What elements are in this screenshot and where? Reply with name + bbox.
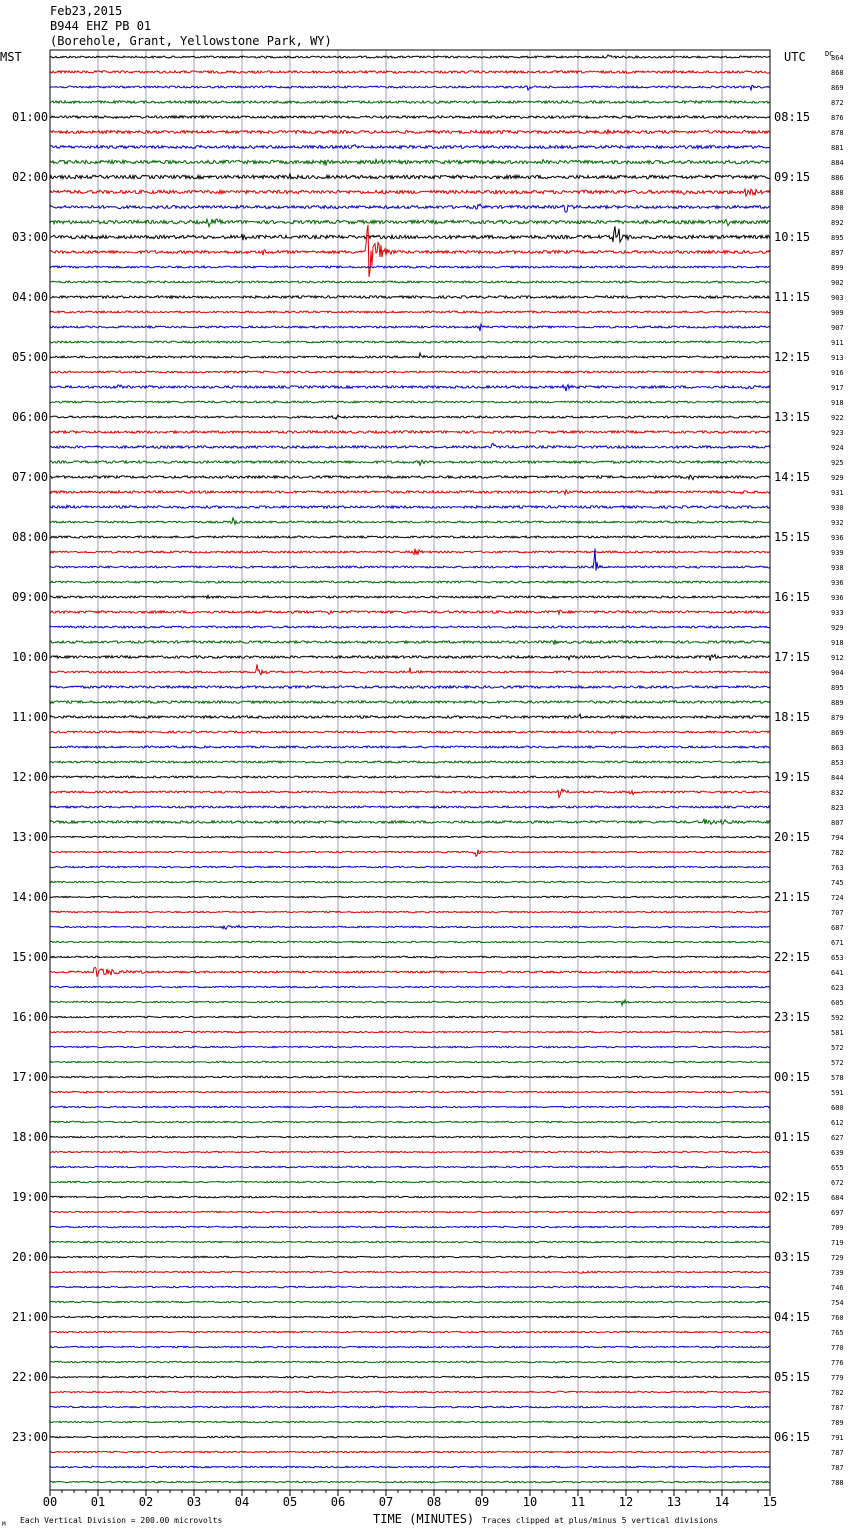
seismic-trace xyxy=(50,789,770,797)
mst-hour-label: 04:00 xyxy=(12,290,49,304)
dc-offset-label: 892 xyxy=(831,219,844,227)
seismic-trace xyxy=(50,911,770,912)
dc-offset-label: 572 xyxy=(831,1059,844,1067)
dc-offset-label: 760 xyxy=(831,1314,844,1322)
dc-offset-label: 671 xyxy=(831,939,844,947)
utc-hour-label: 00:15 xyxy=(774,1070,811,1084)
seismic-trace xyxy=(50,1466,770,1467)
dc-offset-label: 794 xyxy=(831,834,844,842)
utc-hour-label: 15:15 xyxy=(774,530,811,544)
dc-offset-label: 932 xyxy=(831,519,844,527)
seismic-trace xyxy=(50,1091,770,1093)
mst-hour-label: 12:00 xyxy=(12,770,49,784)
dc-offset-label: 853 xyxy=(831,759,844,767)
dc-offset-label: 936 xyxy=(831,534,844,542)
seismic-trace xyxy=(50,281,770,283)
dc-offset-label: 917 xyxy=(831,384,844,392)
mst-hour-label: 15:00 xyxy=(12,950,49,964)
dc-offset-label: 904 xyxy=(831,669,844,677)
seismic-trace xyxy=(50,189,770,196)
dc-offset-label: 897 xyxy=(831,249,844,257)
mst-hour-label: 13:00 xyxy=(12,830,49,844)
dc-offset-label: 879 xyxy=(831,714,844,722)
dc-offset-label: 724 xyxy=(831,894,844,902)
seismic-trace xyxy=(50,655,770,661)
seismic-trace xyxy=(50,353,770,358)
seismic-trace xyxy=(50,925,770,929)
scale-note: Each Vertical Division = 200.00 microvolts xyxy=(20,1516,223,1525)
header-location: (Borehole, Grant, Yellowstone Park, WY) xyxy=(50,34,332,48)
dc-offset-label: 787 xyxy=(831,1464,844,1472)
seismic-trace xyxy=(50,1136,770,1137)
seismic-trace xyxy=(50,490,770,495)
dc-offset-label: 754 xyxy=(831,1299,844,1307)
seismic-trace xyxy=(50,296,770,298)
seismic-trace xyxy=(50,475,770,479)
x-axis-label: TIME (MINUTES) xyxy=(373,1512,475,1526)
utc-hour-label: 19:15 xyxy=(774,770,811,784)
dc-offset-label: 707 xyxy=(831,909,844,917)
dc-offset-label: 876 xyxy=(831,114,844,122)
dc-offset-label: 672 xyxy=(831,1179,844,1187)
x-tick-label: 12 xyxy=(618,1495,634,1509)
dc-offset-label: 899 xyxy=(831,264,844,272)
seismic-trace xyxy=(50,1406,770,1407)
dc-offset-label: 779 xyxy=(831,1374,844,1382)
dc-offset-label: 787 xyxy=(831,1449,844,1457)
dc-offset-label: 605 xyxy=(831,999,844,1007)
seismic-trace xyxy=(50,116,770,118)
mst-hour-label: 14:00 xyxy=(12,890,49,904)
dc-offset-label: 807 xyxy=(831,819,844,827)
dc-offset-label: 791 xyxy=(831,1434,844,1442)
dc-offset-label: 929 xyxy=(831,474,844,482)
mst-hour-label: 02:00 xyxy=(12,170,49,184)
dc-offset-label: 864 xyxy=(831,54,844,62)
seismic-trace xyxy=(50,1196,770,1197)
seismic-trace xyxy=(50,266,770,268)
plot-frame xyxy=(50,50,770,1490)
x-tick-label: 01 xyxy=(90,1495,106,1509)
dc-offset-label: 746 xyxy=(831,1284,844,1292)
seismic-trace xyxy=(50,941,770,942)
seismic-trace xyxy=(50,640,770,644)
seismic-trace xyxy=(50,595,770,598)
seismic-trace xyxy=(50,101,770,103)
dc-offset-label: 709 xyxy=(831,1224,844,1232)
seismic-trace xyxy=(50,610,770,614)
dc-offset-label: 641 xyxy=(831,969,844,977)
dc-offset-label: 627 xyxy=(831,1134,844,1142)
dc-offset-label: 788 xyxy=(831,1479,844,1487)
seismic-trace xyxy=(50,1000,770,1005)
seismic-trace xyxy=(50,1181,770,1182)
utc-hour-label: 17:15 xyxy=(774,650,811,664)
x-tick-label: 09 xyxy=(474,1495,490,1509)
seismic-trace xyxy=(50,1346,770,1347)
dc-offset-label: 907 xyxy=(831,324,844,332)
dc-offset-label: 578 xyxy=(831,1074,844,1082)
dc-offset-label: 832 xyxy=(831,789,844,797)
seismic-trace xyxy=(50,505,770,508)
dc-offset-label: 581 xyxy=(831,1029,844,1037)
dc-offset-label: 924 xyxy=(831,444,844,452)
dc-offset-label: 918 xyxy=(831,639,844,647)
dc-offset-label: 697 xyxy=(831,1209,844,1217)
dc-offset-label: 886 xyxy=(831,174,844,182)
seismic-trace xyxy=(50,341,770,343)
dc-offset-label: 895 xyxy=(831,684,844,692)
seismic-trace xyxy=(50,956,770,957)
dc-offset-label: 884 xyxy=(831,159,844,167)
seismic-trace xyxy=(50,1076,770,1077)
utc-hour-label: 20:15 xyxy=(774,830,811,844)
x-tick-label: 03 xyxy=(186,1495,202,1509)
seismic-trace xyxy=(50,819,770,824)
seismic-trace xyxy=(50,1211,770,1212)
dc-offset-label: 739 xyxy=(831,1269,844,1277)
dc-offset-label: 719 xyxy=(831,1239,844,1247)
dc-offset-label: 789 xyxy=(831,1419,844,1427)
seismic-trace xyxy=(50,850,770,857)
mst-hour-label: 23:00 xyxy=(12,1430,49,1444)
seismic-trace xyxy=(50,731,770,734)
seismic-trace xyxy=(50,536,770,538)
seismic-trace xyxy=(50,549,770,555)
dc-offset-label: 776 xyxy=(831,1359,844,1367)
seismic-trace xyxy=(50,806,770,808)
clip-note: Traces clipped at plus/minus 5 vertical divisions xyxy=(482,1516,719,1525)
dc-offset-label: 623 xyxy=(831,984,844,992)
x-tick-label: 15 xyxy=(762,1495,778,1509)
utc-hour-label: 03:15 xyxy=(774,1250,811,1264)
utc-hour-label: 01:15 xyxy=(774,1130,811,1144)
utc-hour-label: 09:15 xyxy=(774,170,811,184)
seismic-trace xyxy=(50,1226,770,1227)
dc-offset-label: 902 xyxy=(831,279,844,287)
mst-zone-label: MST xyxy=(0,50,22,64)
seismic-trace xyxy=(50,225,770,277)
corner-mark: M xyxy=(2,1521,6,1528)
dc-offset-label: 655 xyxy=(831,1164,844,1172)
utc-hour-label: 08:15 xyxy=(774,110,811,124)
header-date: Feb23,2015 xyxy=(50,4,123,18)
utc-hour-label: 05:15 xyxy=(774,1370,811,1384)
seismic-trace xyxy=(50,1031,770,1032)
seismic-trace xyxy=(50,1391,770,1393)
seismic-trace xyxy=(50,1436,770,1437)
mst-hour-label: 19:00 xyxy=(12,1190,49,1204)
dc-offset-label: 929 xyxy=(831,624,844,632)
x-tick-label: 08 xyxy=(426,1495,442,1509)
utc-hour-label: 18:15 xyxy=(774,710,811,724)
mst-hour-label: 03:00 xyxy=(12,230,49,244)
dc-offset-label: 863 xyxy=(831,744,844,752)
seismic-trace xyxy=(50,1046,770,1047)
dc-offset-label: 930 xyxy=(831,504,844,512)
mst-hour-label: 07:00 xyxy=(12,470,49,484)
seismic-trace xyxy=(50,1271,770,1273)
mst-hour-label: 05:00 xyxy=(12,350,49,364)
x-tick-label: 07 xyxy=(378,1495,394,1509)
dc-offset-label: 938 xyxy=(831,564,844,572)
dc-offset-label: 878 xyxy=(831,129,844,137)
utc-hour-label: 06:15 xyxy=(774,1430,811,1444)
dc-offset-label: 925 xyxy=(831,459,844,467)
seismic-trace xyxy=(50,1106,770,1107)
dc-offset-label: 823 xyxy=(831,804,844,812)
header-station: B944 EHZ PB 01 xyxy=(50,19,152,33)
seismic-trace xyxy=(50,664,770,674)
dc-offset-label: 918 xyxy=(831,399,844,407)
seismic-trace xyxy=(50,1316,770,1317)
x-tick-label: 14 xyxy=(714,1495,730,1509)
dc-offset-label: 895 xyxy=(831,234,844,242)
dc-label: DC xyxy=(825,50,834,58)
dc-offset-label: 639 xyxy=(831,1149,844,1157)
dc-offset-label: 913 xyxy=(831,354,844,362)
seismic-trace xyxy=(50,686,770,688)
seismic-trace xyxy=(50,1421,770,1422)
dc-offset-label: 765 xyxy=(831,1329,844,1337)
seismic-trace xyxy=(50,986,770,987)
seismic-trace xyxy=(50,385,770,392)
dc-offset-label: 763 xyxy=(831,864,844,872)
dc-offset-label: 844 xyxy=(831,774,844,782)
seismic-trace xyxy=(50,173,770,178)
utc-hour-label: 10:15 xyxy=(774,230,811,244)
utc-hour-label: 13:15 xyxy=(774,410,811,424)
seismic-trace xyxy=(50,626,770,628)
dc-offset-label: 931 xyxy=(831,489,844,497)
x-tick-label: 10 xyxy=(522,1495,538,1509)
mst-hour-label: 20:00 xyxy=(12,1250,49,1264)
seismic-trace xyxy=(50,129,770,133)
dc-offset-label: 591 xyxy=(831,1089,844,1097)
dc-offset-label: 782 xyxy=(831,1389,844,1397)
mst-hour-label: 09:00 xyxy=(12,590,49,604)
seismic-trace xyxy=(50,881,770,882)
dc-offset-label: 600 xyxy=(831,1104,844,1112)
seismic-trace xyxy=(50,1241,770,1242)
mst-hour-label: 11:00 xyxy=(12,710,49,724)
dc-offset-label: 936 xyxy=(831,579,844,587)
seismic-trace xyxy=(50,1376,770,1377)
dc-offset-label: 782 xyxy=(831,849,844,857)
seismic-trace xyxy=(50,967,770,976)
dc-offset-label: 869 xyxy=(831,729,844,737)
seismic-trace xyxy=(50,866,770,867)
dc-offset-label: 933 xyxy=(831,609,844,617)
mst-hour-label: 06:00 xyxy=(12,410,49,424)
seismic-trace xyxy=(50,1481,770,1482)
dc-offset-label: 923 xyxy=(831,429,844,437)
utc-hour-label: 12:15 xyxy=(774,350,811,364)
seismic-trace xyxy=(50,443,770,448)
dc-offset-label: 612 xyxy=(831,1119,844,1127)
seismic-trace xyxy=(50,1361,770,1362)
dc-offset-label: 687 xyxy=(831,924,844,932)
dc-offset-label: 916 xyxy=(831,369,844,377)
x-tick-label: 02 xyxy=(138,1495,154,1509)
x-tick-label: 11 xyxy=(570,1495,586,1509)
mst-hour-label: 17:00 xyxy=(12,1070,49,1084)
seismic-trace xyxy=(50,1061,770,1062)
seismic-trace xyxy=(50,714,770,718)
seismic-trace xyxy=(50,1451,770,1452)
label-layer xyxy=(12,54,844,1509)
dc-offset-label: 939 xyxy=(831,549,844,557)
dc-offset-label: 684 xyxy=(831,1194,844,1202)
seismic-trace xyxy=(50,85,770,90)
seismic-trace xyxy=(50,415,770,419)
seismic-trace xyxy=(50,1331,770,1332)
mst-hour-label: 01:00 xyxy=(12,110,49,124)
dc-offset-label: 889 xyxy=(831,699,844,707)
seismic-trace xyxy=(50,836,770,837)
dc-offset-label: 572 xyxy=(831,1044,844,1052)
x-tick-label: 00 xyxy=(42,1495,58,1509)
x-tick-label: 06 xyxy=(330,1495,346,1509)
seismic-trace xyxy=(50,581,770,583)
mst-hour-label: 21:00 xyxy=(12,1310,49,1324)
seismic-trace xyxy=(50,1121,770,1122)
dc-offset-label: 922 xyxy=(831,414,844,422)
seismic-trace xyxy=(50,71,770,73)
seismic-trace xyxy=(50,1301,770,1302)
dc-offset-label: 869 xyxy=(831,84,844,92)
utc-hour-label: 16:15 xyxy=(774,590,811,604)
seismic-trace xyxy=(50,1286,770,1287)
seismic-trace xyxy=(50,1016,770,1017)
trace-layer xyxy=(50,55,770,1483)
mst-hour-label: 16:00 xyxy=(12,1010,49,1024)
seismic-trace xyxy=(50,460,770,466)
seismic-trace xyxy=(50,226,770,242)
x-tick-label: 05 xyxy=(282,1495,298,1509)
seismic-trace xyxy=(50,160,770,166)
seismic-trace xyxy=(50,761,770,763)
utc-zone-label: UTC xyxy=(784,50,806,64)
seismic-trace xyxy=(50,324,770,331)
dc-offset-label: 890 xyxy=(831,204,844,212)
seismic-trace xyxy=(50,401,770,403)
seismic-trace xyxy=(50,204,770,212)
dc-offset-label: 653 xyxy=(831,954,844,962)
mst-hour-label: 18:00 xyxy=(12,1130,49,1144)
seismic-trace xyxy=(50,311,770,313)
seismic-trace xyxy=(50,431,770,433)
dc-offset-label: 872 xyxy=(831,99,844,107)
mst-hour-label: 08:00 xyxy=(12,530,49,544)
x-tick-label: 13 xyxy=(666,1495,682,1509)
dc-offset-label: 888 xyxy=(831,189,844,197)
seismic-trace xyxy=(50,55,770,58)
seismic-trace xyxy=(50,776,770,778)
seismic-trace xyxy=(50,145,770,149)
utc-hour-label: 21:15 xyxy=(774,890,811,904)
utc-hour-label: 04:15 xyxy=(774,1310,811,1324)
dc-offset-label: 911 xyxy=(831,339,844,347)
seismic-trace xyxy=(50,1256,770,1257)
seismic-trace xyxy=(50,746,770,748)
mst-hour-label: 10:00 xyxy=(12,650,49,664)
dc-offset-label: 881 xyxy=(831,144,844,152)
dc-offset-label: 770 xyxy=(831,1344,844,1352)
utc-hour-label: 11:15 xyxy=(774,290,811,304)
seismic-trace xyxy=(50,371,770,373)
seismic-trace xyxy=(50,517,770,524)
utc-hour-label: 22:15 xyxy=(774,950,811,964)
seismic-trace xyxy=(50,1166,770,1167)
seismic-trace xyxy=(50,219,770,227)
seismic-trace xyxy=(50,1151,770,1152)
dc-offset-label: 909 xyxy=(831,309,844,317)
utc-hour-label: 23:15 xyxy=(774,1010,811,1024)
seismic-trace xyxy=(50,701,770,703)
utc-hour-label: 14:15 xyxy=(774,470,811,484)
dc-offset-label: 936 xyxy=(831,594,844,602)
dc-offset-label: 868 xyxy=(831,69,844,77)
dc-offset-label: 729 xyxy=(831,1254,844,1262)
dc-offset-label: 787 xyxy=(831,1404,844,1412)
utc-hour-label: 02:15 xyxy=(774,1190,811,1204)
mst-hour-label: 22:00 xyxy=(12,1370,49,1384)
x-tick-label: 04 xyxy=(234,1495,250,1509)
dc-offset-label: 903 xyxy=(831,294,844,302)
dc-offset-label: 745 xyxy=(831,879,844,887)
dc-offset-label: 592 xyxy=(831,1014,844,1022)
dc-offset-label: 912 xyxy=(831,654,844,662)
seismic-trace xyxy=(50,896,770,897)
